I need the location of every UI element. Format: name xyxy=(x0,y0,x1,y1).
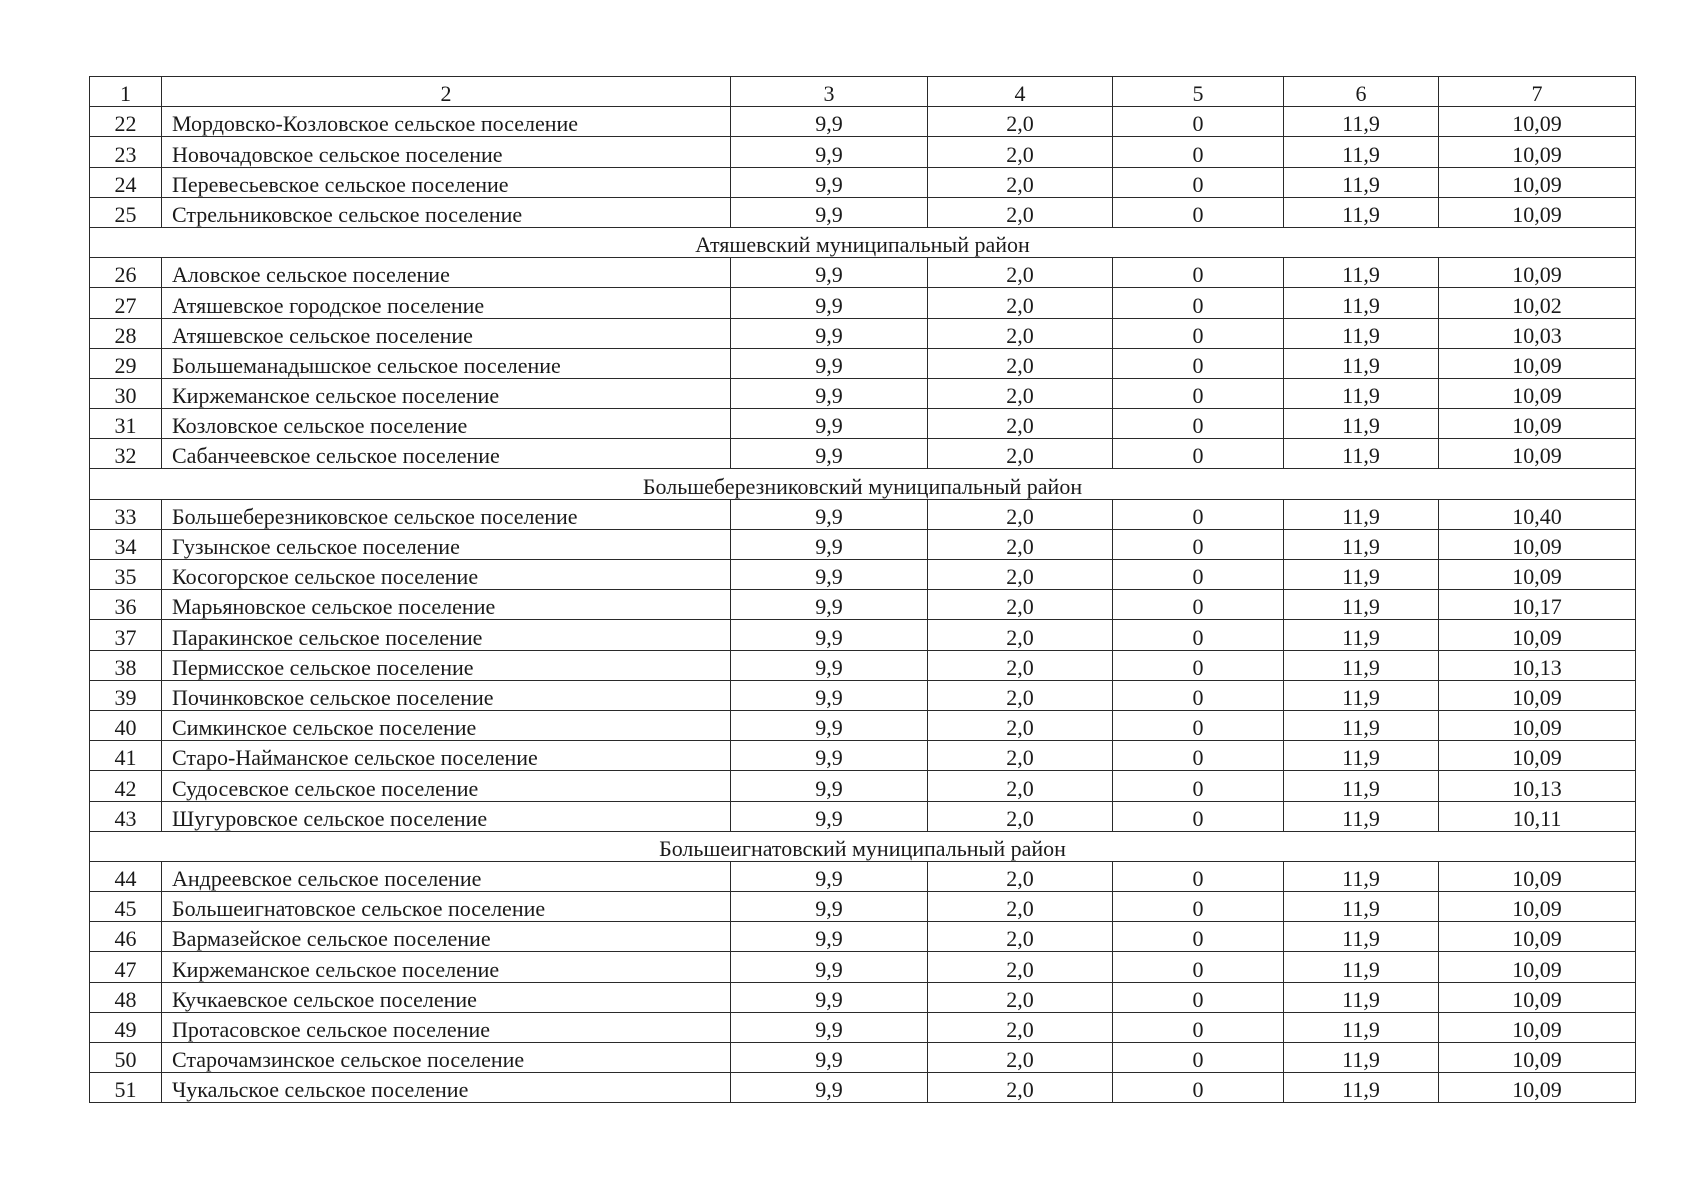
value-col-4: 2,0 xyxy=(928,409,1113,439)
value-col-3: 9,9 xyxy=(731,529,928,559)
row-number: 50 xyxy=(90,1043,162,1073)
table-row xyxy=(90,922,1636,952)
value-col-5: 0 xyxy=(1113,439,1284,469)
table-row xyxy=(90,409,1636,439)
row-number: 28 xyxy=(90,318,162,348)
value-col-3: 9,9 xyxy=(731,318,928,348)
value-col-4: 2,0 xyxy=(928,741,1113,771)
table-row xyxy=(90,499,1636,529)
value-col-6: 11,9 xyxy=(1284,1043,1439,1073)
value-col-4: 2,0 xyxy=(928,680,1113,710)
value-col-5: 0 xyxy=(1113,590,1284,620)
value-col-5: 0 xyxy=(1113,801,1284,831)
table-row xyxy=(90,741,1636,771)
value-col-5: 0 xyxy=(1113,318,1284,348)
value-col-6: 11,9 xyxy=(1284,107,1439,137)
settlement-name: Гузынское сельское поселение xyxy=(162,529,731,559)
settlement-name: Большеманадышское сельское поселение xyxy=(162,348,731,378)
value-col-3: 9,9 xyxy=(731,1073,928,1103)
header-row xyxy=(90,77,1636,107)
settlement-name: Перевесьевское сельское поселение xyxy=(162,167,731,197)
header-cell-1: 1 xyxy=(90,77,162,107)
value-col-4: 2,0 xyxy=(928,922,1113,952)
value-col-3: 9,9 xyxy=(731,378,928,408)
value-col-4: 2,0 xyxy=(928,288,1113,318)
value-col-5: 0 xyxy=(1113,620,1284,650)
row-number: 46 xyxy=(90,922,162,952)
row-number: 26 xyxy=(90,258,162,288)
header-cell-7: 7 xyxy=(1439,77,1636,107)
value-col-6: 11,9 xyxy=(1284,499,1439,529)
row-number: 36 xyxy=(90,590,162,620)
value-col-6: 11,9 xyxy=(1284,378,1439,408)
value-col-5: 0 xyxy=(1113,771,1284,801)
settlement-name: Новочадовское сельское поселение xyxy=(162,137,731,167)
value-col-6: 11,9 xyxy=(1284,710,1439,740)
value-col-7: 10,09 xyxy=(1439,107,1636,137)
table-row xyxy=(90,258,1636,288)
row-number: 39 xyxy=(90,680,162,710)
header-cell-5: 5 xyxy=(1113,77,1284,107)
value-col-6: 11,9 xyxy=(1284,861,1439,891)
value-col-3: 9,9 xyxy=(731,771,928,801)
value-col-4: 2,0 xyxy=(928,620,1113,650)
settlement-name: Старочамзинское сельское поселение xyxy=(162,1043,731,1073)
value-col-7: 10,09 xyxy=(1439,1043,1636,1073)
value-col-5: 0 xyxy=(1113,650,1284,680)
section-title: Атяшевский муниципальный район xyxy=(90,227,1636,257)
value-col-4: 2,0 xyxy=(928,650,1113,680)
table-row xyxy=(90,107,1636,137)
table-row xyxy=(90,1012,1636,1042)
header-cell-4: 4 xyxy=(928,77,1113,107)
value-col-7: 10,09 xyxy=(1439,1012,1636,1042)
value-col-7: 10,09 xyxy=(1439,137,1636,167)
value-col-7: 10,13 xyxy=(1439,771,1636,801)
value-col-3: 9,9 xyxy=(731,167,928,197)
value-col-7: 10,03 xyxy=(1439,318,1636,348)
value-col-5: 0 xyxy=(1113,1073,1284,1103)
value-col-4: 2,0 xyxy=(928,1043,1113,1073)
settlement-name: Сабанчеевское сельское поселение xyxy=(162,439,731,469)
value-col-3: 9,9 xyxy=(731,439,928,469)
value-col-4: 2,0 xyxy=(928,258,1113,288)
header-cell-3: 3 xyxy=(731,77,928,107)
value-col-7: 10,09 xyxy=(1439,952,1636,982)
settlement-name: Козловское сельское поселение xyxy=(162,409,731,439)
value-col-3: 9,9 xyxy=(731,680,928,710)
settlement-name: Большеберезниковское сельское поселение xyxy=(162,499,731,529)
value-col-7: 10,09 xyxy=(1439,1073,1636,1103)
table-row xyxy=(90,560,1636,590)
value-col-7: 10,09 xyxy=(1439,922,1636,952)
value-col-7: 10,13 xyxy=(1439,650,1636,680)
table-row xyxy=(90,680,1636,710)
value-col-6: 11,9 xyxy=(1284,741,1439,771)
table-row xyxy=(90,650,1636,680)
value-col-7: 10,09 xyxy=(1439,680,1636,710)
settlement-name: Атяшевское сельское поселение xyxy=(162,318,731,348)
settlement-name: Шугуровское сельское поселение xyxy=(162,801,731,831)
value-col-6: 11,9 xyxy=(1284,590,1439,620)
value-col-4: 2,0 xyxy=(928,107,1113,137)
value-col-7: 10,09 xyxy=(1439,167,1636,197)
settlement-name: Киржеманское сельское поселение xyxy=(162,378,731,408)
value-col-7: 10,09 xyxy=(1439,710,1636,740)
section-row xyxy=(90,227,1636,257)
row-number: 41 xyxy=(90,741,162,771)
row-number: 32 xyxy=(90,439,162,469)
value-col-4: 2,0 xyxy=(928,137,1113,167)
value-col-6: 11,9 xyxy=(1284,771,1439,801)
value-col-5: 0 xyxy=(1113,288,1284,318)
value-col-6: 11,9 xyxy=(1284,892,1439,922)
row-number: 45 xyxy=(90,892,162,922)
value-col-3: 9,9 xyxy=(731,650,928,680)
value-col-4: 2,0 xyxy=(928,710,1113,740)
settlement-name: Протасовское сельское поселение xyxy=(162,1012,731,1042)
value-col-3: 9,9 xyxy=(731,620,928,650)
settlement-name: Чукальское сельское поселение xyxy=(162,1073,731,1103)
value-col-3: 9,9 xyxy=(731,288,928,318)
value-col-7: 10,09 xyxy=(1439,982,1636,1012)
settlement-name: Косогорское сельское поселение xyxy=(162,560,731,590)
row-number: 27 xyxy=(90,288,162,318)
value-col-7: 10,17 xyxy=(1439,590,1636,620)
value-col-3: 9,9 xyxy=(731,409,928,439)
value-col-5: 0 xyxy=(1113,710,1284,740)
settlement-name: Стрельниковское сельское поселение xyxy=(162,197,731,227)
value-col-4: 2,0 xyxy=(928,1012,1113,1042)
value-col-3: 9,9 xyxy=(731,348,928,378)
row-number: 38 xyxy=(90,650,162,680)
value-col-7: 10,09 xyxy=(1439,741,1636,771)
value-col-5: 0 xyxy=(1113,258,1284,288)
value-col-5: 0 xyxy=(1113,197,1284,227)
value-col-5: 0 xyxy=(1113,499,1284,529)
value-col-3: 9,9 xyxy=(731,137,928,167)
value-col-7: 10,11 xyxy=(1439,801,1636,831)
value-col-5: 0 xyxy=(1113,1043,1284,1073)
value-col-7: 10,09 xyxy=(1439,529,1636,559)
value-col-3: 9,9 xyxy=(731,1043,928,1073)
value-col-3: 9,9 xyxy=(731,1012,928,1042)
value-col-4: 2,0 xyxy=(928,439,1113,469)
value-col-6: 11,9 xyxy=(1284,439,1439,469)
value-col-7: 10,09 xyxy=(1439,620,1636,650)
value-col-4: 2,0 xyxy=(928,1073,1113,1103)
value-col-4: 2,0 xyxy=(928,348,1113,378)
value-col-6: 11,9 xyxy=(1284,318,1439,348)
value-col-6: 11,9 xyxy=(1284,167,1439,197)
value-col-6: 11,9 xyxy=(1284,197,1439,227)
value-col-7: 10,09 xyxy=(1439,439,1636,469)
value-col-3: 9,9 xyxy=(731,982,928,1012)
row-number: 22 xyxy=(90,107,162,137)
row-number: 25 xyxy=(90,197,162,227)
value-col-5: 0 xyxy=(1113,378,1284,408)
row-number: 44 xyxy=(90,861,162,891)
value-col-3: 9,9 xyxy=(731,258,928,288)
value-col-3: 9,9 xyxy=(731,741,928,771)
row-number: 48 xyxy=(90,982,162,1012)
table-row xyxy=(90,167,1636,197)
table-row xyxy=(90,982,1636,1012)
table-row xyxy=(90,801,1636,831)
row-number: 43 xyxy=(90,801,162,831)
value-col-6: 11,9 xyxy=(1284,650,1439,680)
value-col-4: 2,0 xyxy=(928,892,1113,922)
value-col-4: 2,0 xyxy=(928,590,1113,620)
settlement-name: Пермисское сельское поселение xyxy=(162,650,731,680)
value-col-4: 2,0 xyxy=(928,861,1113,891)
section-title: Большеберезниковский муниципальный район xyxy=(90,469,1636,499)
value-col-3: 9,9 xyxy=(731,952,928,982)
table-row xyxy=(90,952,1636,982)
table-row xyxy=(90,348,1636,378)
value-col-6: 11,9 xyxy=(1284,409,1439,439)
value-col-4: 2,0 xyxy=(928,801,1113,831)
value-col-4: 2,0 xyxy=(928,560,1113,590)
value-col-7: 10,09 xyxy=(1439,197,1636,227)
value-col-4: 2,0 xyxy=(928,952,1113,982)
table-row xyxy=(90,318,1636,348)
table-row xyxy=(90,288,1636,318)
value-col-6: 11,9 xyxy=(1284,529,1439,559)
table-row xyxy=(90,378,1636,408)
settlement-name: Андреевское сельское поселение xyxy=(162,861,731,891)
value-col-5: 0 xyxy=(1113,922,1284,952)
value-col-6: 11,9 xyxy=(1284,258,1439,288)
value-col-3: 9,9 xyxy=(731,197,928,227)
row-number: 30 xyxy=(90,378,162,408)
row-number: 51 xyxy=(90,1073,162,1103)
settlement-name: Вармазейское сельское поселение xyxy=(162,922,731,952)
value-col-7: 10,09 xyxy=(1439,348,1636,378)
value-col-3: 9,9 xyxy=(731,710,928,740)
value-col-4: 2,0 xyxy=(928,982,1113,1012)
header-cell-2: 2 xyxy=(162,77,731,107)
row-number: 40 xyxy=(90,710,162,740)
table-row xyxy=(90,197,1636,227)
table-row xyxy=(90,620,1636,650)
value-col-5: 0 xyxy=(1113,348,1284,378)
row-number: 33 xyxy=(90,499,162,529)
settlement-name: Марьяновское сельское поселение xyxy=(162,590,731,620)
value-col-6: 11,9 xyxy=(1284,680,1439,710)
value-col-6: 11,9 xyxy=(1284,952,1439,982)
row-number: 34 xyxy=(90,529,162,559)
table-row xyxy=(90,137,1636,167)
value-col-3: 9,9 xyxy=(731,861,928,891)
table-row xyxy=(90,710,1636,740)
settlement-name: Киржеманское сельское поселение xyxy=(162,952,731,982)
value-col-4: 2,0 xyxy=(928,499,1113,529)
table-row xyxy=(90,439,1636,469)
value-col-4: 2,0 xyxy=(928,318,1113,348)
settlement-name: Паракинское сельское поселение xyxy=(162,620,731,650)
value-col-4: 2,0 xyxy=(928,197,1113,227)
table-row xyxy=(90,892,1636,922)
settlement-name: Атяшевское городское поселение xyxy=(162,288,731,318)
settlement-name: Судосевское сельское поселение xyxy=(162,771,731,801)
value-col-5: 0 xyxy=(1113,137,1284,167)
value-col-5: 0 xyxy=(1113,680,1284,710)
value-col-3: 9,9 xyxy=(731,922,928,952)
value-col-6: 11,9 xyxy=(1284,801,1439,831)
row-number: 47 xyxy=(90,952,162,982)
value-col-4: 2,0 xyxy=(928,771,1113,801)
value-col-7: 10,09 xyxy=(1439,258,1636,288)
value-col-6: 11,9 xyxy=(1284,348,1439,378)
settlement-name: Мордовско-Козловское сельское поселение xyxy=(162,107,731,137)
value-col-3: 9,9 xyxy=(731,107,928,137)
value-col-3: 9,9 xyxy=(731,590,928,620)
section-row xyxy=(90,469,1636,499)
row-number: 37 xyxy=(90,620,162,650)
data-table xyxy=(89,76,1636,1103)
section-title: Большеигнатовский муниципальный район xyxy=(90,831,1636,861)
value-col-3: 9,9 xyxy=(731,801,928,831)
settlement-name: Кучкаевское сельское поселение xyxy=(162,982,731,1012)
value-col-5: 0 xyxy=(1113,409,1284,439)
value-col-3: 9,9 xyxy=(731,560,928,590)
value-col-4: 2,0 xyxy=(928,167,1113,197)
value-col-4: 2,0 xyxy=(928,529,1113,559)
value-col-7: 10,09 xyxy=(1439,861,1636,891)
table-row xyxy=(90,1043,1636,1073)
value-col-6: 11,9 xyxy=(1284,288,1439,318)
row-number: 42 xyxy=(90,771,162,801)
value-col-7: 10,09 xyxy=(1439,892,1636,922)
table-row xyxy=(90,590,1636,620)
row-number: 23 xyxy=(90,137,162,167)
table-row xyxy=(90,861,1636,891)
value-col-6: 11,9 xyxy=(1284,1073,1439,1103)
value-col-5: 0 xyxy=(1113,529,1284,559)
value-col-3: 9,9 xyxy=(731,892,928,922)
settlement-name: Большеигнатовское сельское поселение xyxy=(162,892,731,922)
value-col-5: 0 xyxy=(1113,861,1284,891)
table-row xyxy=(90,771,1636,801)
value-col-6: 11,9 xyxy=(1284,560,1439,590)
value-col-7: 10,02 xyxy=(1439,288,1636,318)
value-col-4: 2,0 xyxy=(928,378,1113,408)
settlement-name: Починковское сельское поселение xyxy=(162,680,731,710)
value-col-6: 11,9 xyxy=(1284,982,1439,1012)
value-col-5: 0 xyxy=(1113,982,1284,1012)
row-number: 29 xyxy=(90,348,162,378)
value-col-6: 11,9 xyxy=(1284,137,1439,167)
value-col-5: 0 xyxy=(1113,952,1284,982)
settlement-name: Старо-Найманское сельское поселение xyxy=(162,741,731,771)
value-col-5: 0 xyxy=(1113,560,1284,590)
value-col-6: 11,9 xyxy=(1284,1012,1439,1042)
value-col-7: 10,09 xyxy=(1439,409,1636,439)
value-col-6: 11,9 xyxy=(1284,922,1439,952)
value-col-6: 11,9 xyxy=(1284,620,1439,650)
table-row xyxy=(90,529,1636,559)
value-col-7: 10,09 xyxy=(1439,378,1636,408)
table-row xyxy=(90,1073,1636,1103)
value-col-5: 0 xyxy=(1113,741,1284,771)
value-col-5: 0 xyxy=(1113,892,1284,922)
value-col-7: 10,40 xyxy=(1439,499,1636,529)
section-row xyxy=(90,831,1636,861)
value-col-5: 0 xyxy=(1113,107,1284,137)
header-cell-6: 6 xyxy=(1284,77,1439,107)
row-number: 49 xyxy=(90,1012,162,1042)
value-col-5: 0 xyxy=(1113,167,1284,197)
row-number: 35 xyxy=(90,560,162,590)
value-col-7: 10,09 xyxy=(1439,560,1636,590)
settlement-name: Аловское сельское поселение xyxy=(162,258,731,288)
value-col-3: 9,9 xyxy=(731,499,928,529)
value-col-5: 0 xyxy=(1113,1012,1284,1042)
settlement-name: Симкинское сельское поселение xyxy=(162,710,731,740)
row-number: 31 xyxy=(90,409,162,439)
row-number: 24 xyxy=(90,167,162,197)
